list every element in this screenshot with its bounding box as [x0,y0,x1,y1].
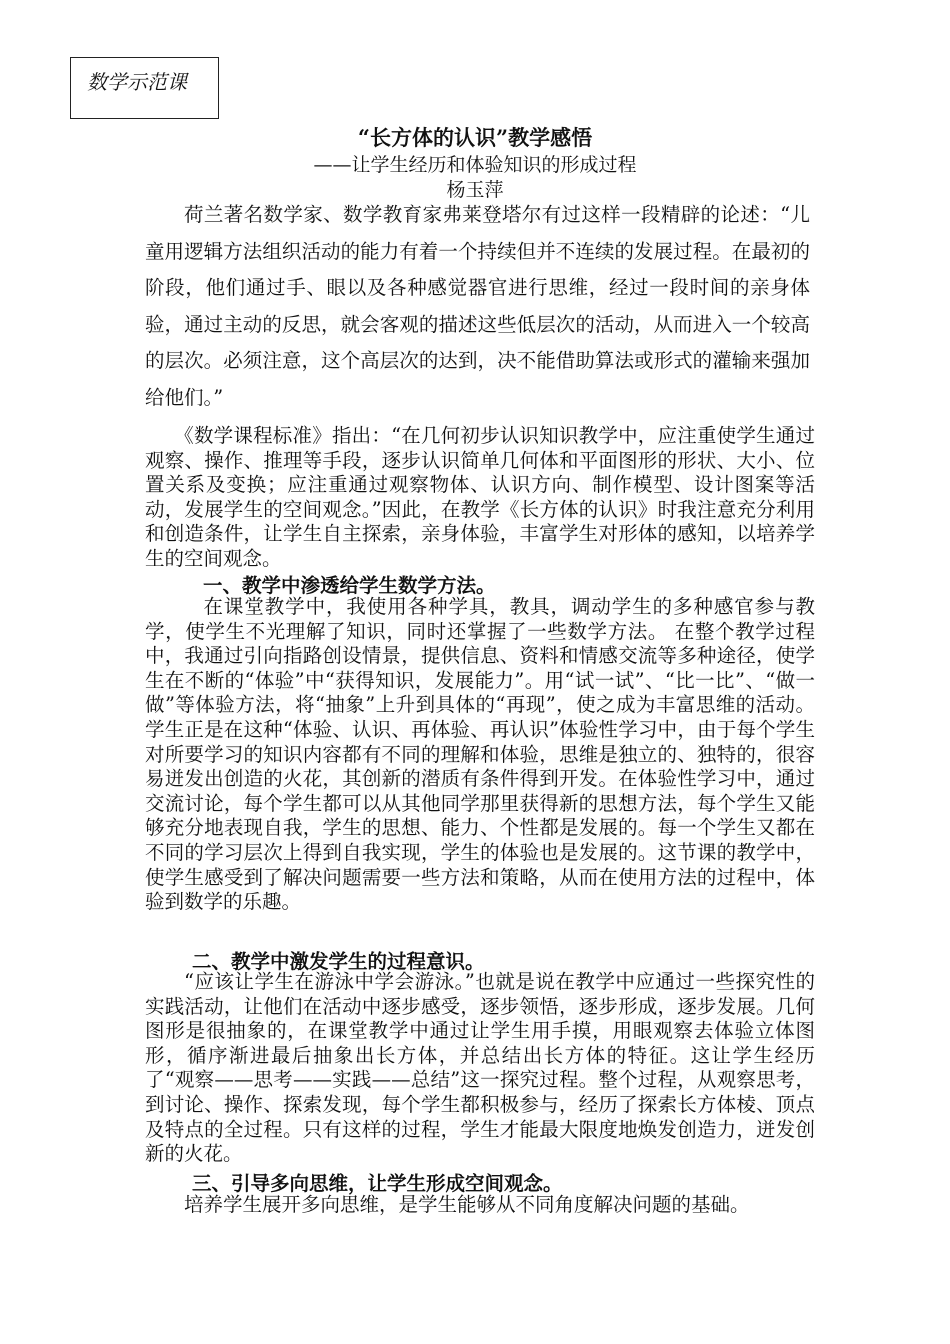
document-title: “长方体的认识”教学感悟 [357,125,593,150]
paragraph-intro-quote: 荷兰著名数学家、数学教育家弗莱登塔尔有过这样一段精辟的论述：“儿童用逻辑方法组织活动的能力有着一个持续但并不连续的发展过程。在最初的阶段，他们通过手、眼以及各种感觉器官进行思维，经过一段时间的亲身体验，通过主动的反思，就会客观的描述这些低层次的活动，从而进入一个较高的层次。必须注意，这个高层次的达到，决不能借助算法或形式的灌输来强加给他们。” [145,203,810,409]
paragraph-section-2: “应该让学生在游泳中学会游泳。”也就是说在教学中应通过一些探究性的实践活动，让他们在活动中逐步感受，逐步领悟，逐步形成，逐步发展。几何图形是很抽象的，在课堂教学中通过让学生用手摸，用眼观察去体验立体图形，循序渐进最后抽象出长方体，并总结出长方体的特征。这让学生经历了“观察——思考——实践——总结”这一探究过程。整个过程，从观察思考，到讨论、操作、探索发现，每个学生都积极参与，经历了探索长方体棱、顶点及特点的全过程。只有这样的过程，学生才能最大限度地焕发创造力，迸发创新的火花。 [145,970,815,1166]
section-heading-3: 三、引导多向思维，让学生形成空间观念。 [192,1172,563,1195]
paragraph-curriculum-standard: 《数学课程标准》指出：“在几何初步认识知识教学中，应注重使学生通过观察、操作、推理等手段，逐步认识简单几何体和平面图形的形状、大小、位置关系及变换；应注重通过观察物体、认识方向、制作模型、设计图案等活动，发展学生的空间观念。”因此，在教学《长方体的认识》时我注意充分利用和创造条件，让学生自主探索，亲身体验，丰富学生对形体的感知，以培养学生的空间观念。 [145,424,815,570]
document-subtitle: ——让学生经历和体验知识的形成过程 [313,154,637,176]
paragraph-section-3: 培养学生展开多向思维，是学生能够从不同角度解决问题的基础。 [184,1193,750,1216]
author-name: 杨玉萍 [446,179,504,201]
section-heading-1: 一、教学中渗透给学生数学方法。 [203,574,496,597]
category-label-box [70,57,219,119]
category-label: 数学示范课 [87,70,187,94]
section-heading-2: 二、教学中激发学生的过程意识。 [192,950,485,973]
paragraph-section-1: 在课堂教学中，我使用各种学具，教具，调动学生的多种感官参与教学，使学生不光理解了知识，同时还掌握了一些数学方法。 在整个教学过程中，我通过引向指路创设情景，提供信息、资料和情感交流等多种途径，使学生在不断的“体验”中“获得知识，发展能力”。用“试一试”、“比一比”、“做一做”等体验方法，将“抽象”上升到具体的“再现”，使之成为丰富思维的活动。学生正是在这种“体验、认识、再体验、再认识”体验性学习中，由于每个学生对所要学习的知识内容都有不同的理解和体验，思维是独立的、独特的，很容易迸发出创造的火花，其创新的潜质有条件得到开发。在体验性学习中，通过交流讨论，每个学生都可以从其他同学那里获得新的思想方法，每个学生又能够充分地表现自我，学生的思想、能力、个性都是发展的。每一个学生又都在不同的学习层次上得到自我实现，学生的体验也是发展的。这节课的教学中，使学生感受到了解决问题需要一些方法和策略，从而在使用方法的过程中，体验到数学的乐趣。 [145,595,815,914]
